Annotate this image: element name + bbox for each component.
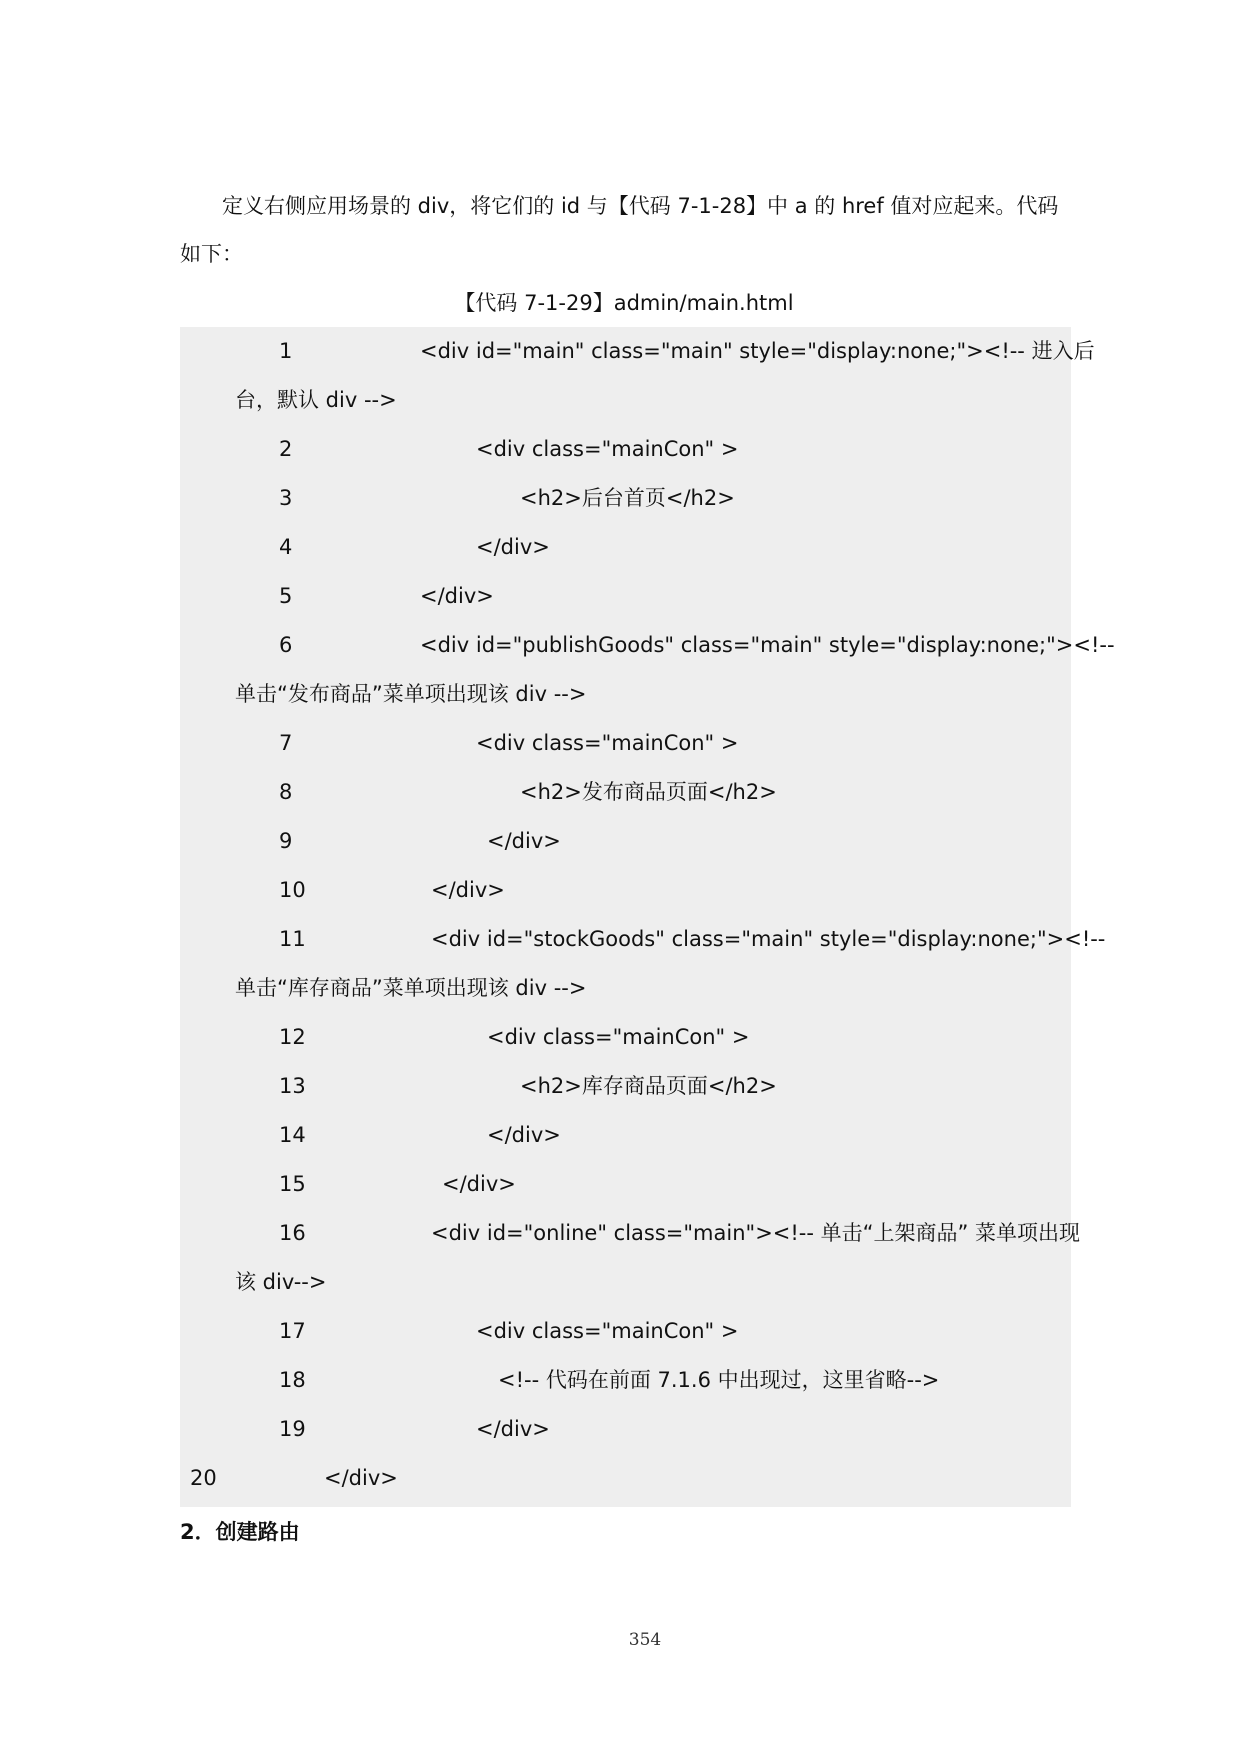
code-text: </div>: [487, 829, 561, 853]
line-number: 18: [279, 1368, 306, 1392]
code-text: <h2>后台首页</h2>: [520, 486, 735, 510]
code-text: <div id="stockGoods" class="main" style="display:none;"><!--: [431, 927, 1106, 951]
code-text: <div id="online" class="main"><!-- 单击“上架商品” 菜单项出现: [431, 1221, 1081, 1245]
line-number: 2: [279, 437, 293, 461]
section-heading: 2．创建路由: [180, 1520, 300, 1544]
line-number: 5: [279, 584, 293, 608]
line-number: 1: [279, 339, 293, 363]
line-number: 16: [279, 1221, 306, 1245]
line-number: 8: [279, 780, 293, 804]
code-text: <div class="mainCon" >: [476, 437, 739, 461]
code-text: <h2>库存商品页面</h2>: [520, 1074, 777, 1098]
code-text: <div class="mainCon" >: [476, 1319, 739, 1343]
code-text: </div>: [324, 1466, 398, 1490]
code-text: </div>: [487, 1123, 561, 1147]
line-number: 4: [279, 535, 293, 559]
code-text: 单击“发布商品”菜单项出现该 div -->: [235, 682, 587, 706]
code-text: </div>: [431, 878, 505, 902]
code-text: <!-- 代码在前面 7.1.6 中出现过，这里省略-->: [498, 1368, 940, 1392]
code-caption: 【代码 7-1-29】admin/main.html: [454, 291, 794, 315]
line-number: 17: [279, 1319, 306, 1343]
code-text: <div class="mainCon" >: [476, 731, 739, 755]
line-number: 19: [279, 1417, 306, 1441]
code-text: <div id="publishGoods" class="main" style="display:none;"><!--: [420, 633, 1115, 657]
line-number: 10: [279, 878, 306, 902]
code-text: <div id="main" class="main" style="display:none;"><!-- 进入后: [420, 339, 1095, 363]
line-number: 9: [279, 829, 293, 853]
code-text: 该 div-->: [235, 1270, 327, 1294]
code-text: </div>: [476, 1417, 550, 1441]
line-number: 20: [190, 1466, 217, 1490]
line-number: 12: [279, 1025, 306, 1049]
code-text: </div>: [420, 584, 494, 608]
page-number: 354: [628, 1630, 662, 1650]
code-text: 单击“库存商品”菜单项出现该 div -->: [235, 976, 587, 1000]
line-number: 14: [279, 1123, 306, 1147]
line-number: 7: [279, 731, 293, 755]
code-text: 台，默认 div -->: [235, 388, 397, 412]
code-text: <div class="mainCon" >: [487, 1025, 750, 1049]
code-block: [180, 327, 1115, 1507]
line-number: 15: [279, 1172, 306, 1196]
line-number: 6: [279, 633, 293, 657]
code-text: </div>: [442, 1172, 516, 1196]
intro-paragraph: 定义右侧应用场景的 div，将它们的 id 与【代码 7-1-28】中 a 的 href 值对应起来。代码如下：: [180, 194, 1059, 266]
line-number: 13: [279, 1074, 306, 1098]
line-number: 11: [279, 927, 306, 951]
line-number: 3: [279, 486, 293, 510]
code-text: </div>: [476, 535, 550, 559]
code-text: <h2>发布商品页面</h2>: [520, 780, 777, 804]
